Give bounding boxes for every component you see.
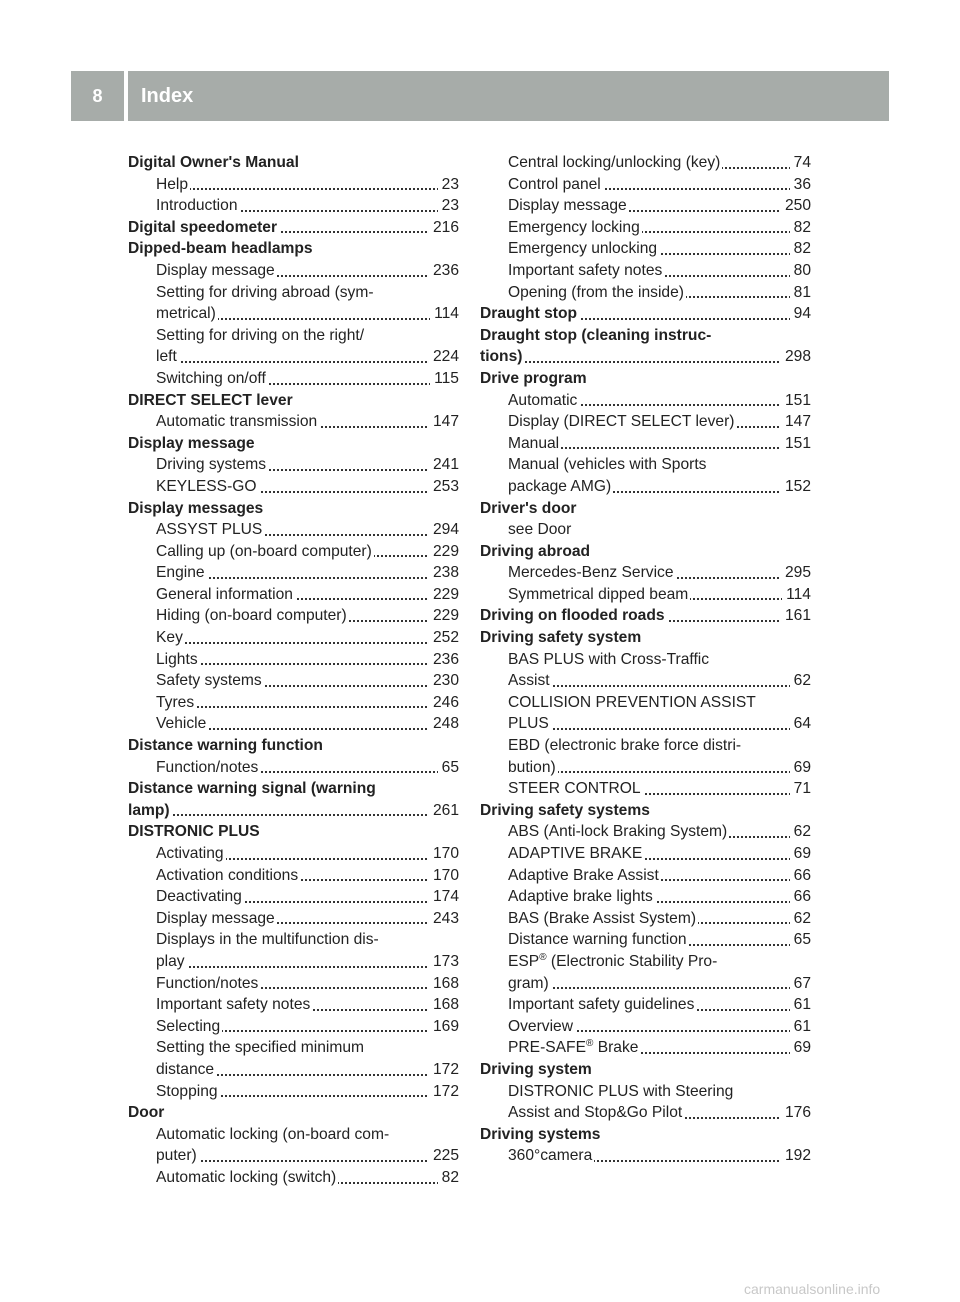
index-entry <box>480 368 811 390</box>
index-subentry <box>128 627 459 649</box>
index-subentry <box>128 411 459 433</box>
page-reference: 82 <box>438 1167 459 1189</box>
entry-text: Digital speedometer <box>128 218 278 236</box>
entry-text: Manual <box>508 434 560 452</box>
entry-text: Calling up (on-board computer) <box>156 542 372 560</box>
index-subentry <box>128 454 459 476</box>
entry-text: Central locking/unlocking (key) <box>508 154 721 171</box>
watermark: carmanualsonline.info <box>744 1281 881 1297</box>
index-subentry <box>480 886 811 908</box>
entry-text: Automatic <box>508 391 578 409</box>
entry-text: Assist <box>508 672 550 690</box>
entry-text: Control panel <box>508 175 601 193</box>
index-subentry <box>480 843 811 865</box>
index-subentry <box>480 238 811 260</box>
index-subentry <box>480 670 811 692</box>
section-title <box>128 71 889 121</box>
entry-text: BAS (Brake Assist System) <box>508 909 697 927</box>
entry-text: Engine <box>156 564 205 582</box>
section-title-text: Index <box>141 84 194 107</box>
entry-text: Help <box>156 175 189 193</box>
index-subentry <box>480 174 811 196</box>
index-subentry <box>480 692 811 714</box>
page-reference: 230 <box>429 670 459 692</box>
index-subentry <box>128 282 459 304</box>
page-reference: 36 <box>790 174 811 196</box>
entry-text: see Door <box>508 521 572 539</box>
index-subentry <box>128 325 459 347</box>
page-reference: 294 <box>429 519 459 541</box>
page-reference: 229 <box>429 584 459 606</box>
index-subentry <box>480 1102 811 1124</box>
entry-text: DISTRONIC PLUS <box>128 823 260 841</box>
entry-text: Adaptive Brake Assist <box>508 866 659 884</box>
page-reference: 229 <box>429 605 459 627</box>
index-subentry <box>128 195 459 217</box>
index-entry <box>480 627 811 649</box>
index-subentry <box>128 584 459 606</box>
page-reference: 147 <box>429 411 459 433</box>
entry-text: STEER CONTROL <box>508 780 641 798</box>
entry-text: Driving systems <box>480 1125 601 1143</box>
index-subentry <box>128 929 459 951</box>
index-subentry <box>480 584 811 606</box>
index-entry <box>128 238 459 260</box>
page-reference: 147 <box>781 411 811 433</box>
page-reference: 253 <box>429 476 459 498</box>
entry-text: Driving abroad <box>480 542 591 560</box>
index-subentry <box>480 735 811 757</box>
index-subentry <box>480 649 811 671</box>
index-subentry <box>480 1081 811 1103</box>
index-subentry <box>128 1167 459 1189</box>
entry-text: Function/notes <box>156 758 259 776</box>
index-subentry <box>480 454 811 476</box>
index-subentry <box>128 260 459 282</box>
index-entry <box>128 152 459 174</box>
index-subentry <box>480 411 811 433</box>
index-entry <box>128 1102 459 1124</box>
page-reference: 172 <box>429 1059 459 1081</box>
entry-text: Automatic locking (switch) <box>156 1168 337 1186</box>
page-reference: 246 <box>429 692 459 714</box>
entry-text: Drive program <box>480 369 587 387</box>
index-subentry <box>480 994 811 1016</box>
page-reference: 169 <box>429 1016 459 1038</box>
page-reference: 62 <box>790 821 811 843</box>
entry-text: Function/notes <box>156 974 259 992</box>
index-subentry <box>128 843 459 865</box>
index-subentry <box>480 195 811 217</box>
index-subentry <box>480 908 811 930</box>
entry-text: Safety systems <box>156 672 262 690</box>
page-reference: 65 <box>790 929 811 951</box>
index-entry <box>128 217 459 239</box>
entry-text: Driving on flooded roads <box>480 607 665 625</box>
page-reference: 114 <box>782 584 811 606</box>
index-subentry <box>128 757 459 779</box>
index-entry <box>128 735 459 757</box>
index-subentry <box>480 260 811 282</box>
index-entry <box>128 778 459 800</box>
entry-text: bution) <box>508 758 556 776</box>
entry-text: 360°camera <box>508 1147 593 1165</box>
entry-text: tions) <box>480 348 523 366</box>
entry-text: DISTRONIC PLUS with Steering <box>508 1082 734 1100</box>
page-reference: 94 <box>790 303 811 325</box>
entry-text: Adaptive brake lights <box>508 888 653 906</box>
entry-text: Overview <box>508 1017 573 1035</box>
index-subentry <box>128 1081 459 1103</box>
entry-text: Emergency unlocking <box>508 240 658 258</box>
page-reference: 168 <box>429 994 459 1016</box>
entry-text: distance <box>156 1060 215 1078</box>
index-subentry <box>480 476 811 498</box>
page-reference: 151 <box>781 390 811 412</box>
entry-text: Emergency locking <box>508 218 640 236</box>
index-subentry <box>480 1016 811 1038</box>
page-reference: 23 <box>438 195 459 217</box>
index-subentry <box>128 1059 459 1081</box>
entry-text: Important safety guidelines <box>508 996 695 1014</box>
index-subentry <box>128 670 459 692</box>
page-reference: 243 <box>429 908 459 930</box>
index-subentry <box>128 174 459 196</box>
index-entry <box>480 541 811 563</box>
entry-text: Selecting <box>156 1017 221 1035</box>
entry-text: Important safety notes <box>508 261 663 279</box>
page-reference: 62 <box>790 670 811 692</box>
index-subentry <box>128 649 459 671</box>
index-subentry <box>128 886 459 908</box>
page-reference: 216 <box>429 217 459 239</box>
entry-text: Stopping <box>156 1082 218 1100</box>
entry-text: Display (DIRECT SELECT lever) <box>508 413 735 431</box>
entry-text: Setting for driving abroad (sym- <box>156 283 374 301</box>
index-subentry <box>128 865 459 887</box>
page-reference: 64 <box>790 713 811 735</box>
index-subentry <box>128 476 459 498</box>
page-reference: 236 <box>429 649 459 671</box>
page-reference: 82 <box>790 217 811 239</box>
entry-text: Setting the specified minimum <box>156 1039 365 1057</box>
entry-text: gram) <box>508 974 549 992</box>
page-reference: 241 <box>429 454 459 476</box>
page-reference: 81 <box>790 282 811 304</box>
page-reference: 170 <box>429 865 459 887</box>
page-reference: 295 <box>781 562 811 584</box>
entry-text: Display message <box>128 434 255 452</box>
entry-text: ESP® (Electronic Stability Pro- <box>508 951 718 970</box>
index-subentry <box>480 1037 811 1059</box>
index-subentry <box>128 519 459 541</box>
page-reference: 174 <box>429 886 459 908</box>
index-entry <box>480 346 811 368</box>
page-reference: 176 <box>781 1102 811 1124</box>
entry-text: Symmetrical dipped beam <box>508 585 689 603</box>
entry-text: Driving systems <box>156 456 267 474</box>
entry-text: Important safety notes <box>156 996 311 1014</box>
page-reference: 170 <box>429 843 459 865</box>
index-entry <box>480 1059 811 1081</box>
page-reference: 152 <box>781 476 811 498</box>
entry-text: Activation conditions <box>156 866 299 884</box>
entry-text: left <box>156 348 177 366</box>
index-entry <box>480 303 811 325</box>
index-subentry <box>128 951 459 973</box>
index-subentry <box>480 713 811 735</box>
entry-text: ASSYST PLUS <box>156 521 263 539</box>
index-subentry <box>480 433 811 455</box>
entry-text: PLUS <box>508 715 549 733</box>
index-subentry <box>128 994 459 1016</box>
page-reference: 65 <box>438 757 459 779</box>
page-reference: 71 <box>790 778 811 800</box>
index-subentry <box>480 821 811 843</box>
page-reference: 161 <box>781 605 811 627</box>
index-subentry <box>128 713 459 735</box>
entry-text: Mercedes-Benz Service <box>508 564 674 582</box>
entry-text: BAS PLUS with Cross-Traffic <box>508 650 710 668</box>
entry-text: ADAPTIVE BRAKE <box>508 845 643 862</box>
entry-text: Tyres <box>156 693 195 711</box>
entry-text: Display message <box>508 197 627 215</box>
entry-text: Introduction <box>156 197 238 215</box>
index-subentry <box>128 692 459 714</box>
index-subentry <box>128 1016 459 1038</box>
entry-text: Activating <box>156 845 224 862</box>
entry-text: Deactivating <box>156 888 242 906</box>
page-reference: 66 <box>790 886 811 908</box>
page-reference: 62 <box>790 908 811 930</box>
index-entry <box>480 1124 811 1146</box>
page-reference: 114 <box>430 303 459 325</box>
entry-text: Setting for driving on the right/ <box>156 326 365 344</box>
page-reference: 298 <box>781 346 811 368</box>
index-subentry <box>480 973 811 995</box>
index-subentry <box>128 562 459 584</box>
index-subentry <box>128 908 459 930</box>
entry-text: Display message <box>156 909 275 927</box>
entry-text: Opening (from the inside) <box>508 283 684 301</box>
page-reference: 192 <box>781 1145 811 1167</box>
entry-text: Driving safety systems <box>480 801 650 819</box>
page-reference: 115 <box>430 368 459 390</box>
page-reference: 224 <box>429 346 459 368</box>
entry-text: Door <box>128 1104 165 1122</box>
entry-text: Dipped-beam headlamps <box>128 240 313 258</box>
index-entry <box>480 325 811 347</box>
index-subentry <box>128 1124 459 1146</box>
entry-text: Switching on/off <box>156 369 266 387</box>
index-subentry <box>480 778 811 800</box>
entry-text: Vehicle <box>156 715 207 733</box>
index-entry <box>480 498 811 520</box>
page-reference: 173 <box>429 951 459 973</box>
page-reference: 236 <box>429 260 459 282</box>
index-subentry <box>128 346 459 368</box>
entry-text: Digital Owner's Manual <box>128 154 299 171</box>
entry-text: Key <box>156 629 183 647</box>
entry-text: Draught stop (cleaning instruc- <box>480 326 712 344</box>
index-entry <box>128 390 459 412</box>
entry-text: Manual (vehicles with Sports <box>508 456 707 474</box>
entry-text: puter) <box>156 1147 197 1165</box>
page-reference: 61 <box>790 1016 811 1038</box>
index-subentry <box>128 368 459 390</box>
page-reference: 250 <box>781 195 811 217</box>
page-reference: 261 <box>429 800 459 822</box>
entry-text: Lights <box>156 650 198 668</box>
page-reference: 168 <box>429 973 459 995</box>
entry-text: Display messages <box>128 499 264 517</box>
index-subentry <box>480 390 811 412</box>
page-reference: 172 <box>429 1081 459 1103</box>
index-entry <box>480 800 811 822</box>
index-subentry <box>128 605 459 627</box>
entry-text: Distance warning signal (warning <box>128 780 376 798</box>
index-subentry <box>128 1145 459 1167</box>
entry-text: Distance warning function <box>128 737 323 755</box>
index-subentry <box>480 152 811 174</box>
page-reference: 82 <box>790 238 811 260</box>
index-column-left <box>128 152 459 1189</box>
page-reference: 61 <box>790 994 811 1016</box>
index-subentry <box>480 217 811 239</box>
page-reference: 23 <box>438 174 459 196</box>
index-entry <box>128 433 459 455</box>
entry-text: Driving safety system <box>480 629 642 647</box>
entry-text: General information <box>156 585 293 603</box>
index-subentry <box>128 541 459 563</box>
page-reference: 252 <box>429 627 459 649</box>
index-entry <box>128 821 459 843</box>
entry-text: lamp) <box>128 801 170 819</box>
entry-text: Automatic transmission <box>156 413 318 431</box>
entry-text: Displays in the multifunction dis- <box>156 931 379 949</box>
page-reference: 248 <box>429 713 459 735</box>
index-entry <box>480 605 811 627</box>
page-reference: 69 <box>790 1037 811 1059</box>
page-reference: 151 <box>781 433 811 455</box>
index-subentry <box>128 1037 459 1059</box>
entry-text: Assist and Stop&Go Pilot <box>508 1104 683 1122</box>
entry-text: Automatic locking (on-board com- <box>156 1125 390 1143</box>
entry-text: ABS (Anti-lock Braking System) <box>508 823 728 841</box>
page-reference: 66 <box>790 865 811 887</box>
index-entry <box>128 800 459 822</box>
index-subentry <box>480 1145 811 1167</box>
page-reference: 238 <box>429 562 459 584</box>
page-reference: 74 <box>790 152 811 174</box>
entry-text: Distance warning function <box>508 931 687 949</box>
index-subentry <box>480 519 811 541</box>
entry-text: package AMG) <box>508 477 612 495</box>
page-reference: 67 <box>790 973 811 995</box>
index-subentry <box>480 562 811 584</box>
page-reference: 80 <box>790 260 811 282</box>
entry-text: COLLISION PREVENTION ASSIST <box>508 693 756 711</box>
index-subentry <box>480 282 811 304</box>
entry-text: Driving system <box>480 1060 592 1078</box>
entry-text: metrical) <box>156 305 216 323</box>
entry-text: PRE-SAFE® Brake <box>508 1038 639 1057</box>
entry-text: EBD (electronic brake force distri- <box>508 737 742 755</box>
index-subentry <box>480 757 811 779</box>
entry-text: play <box>156 952 185 970</box>
entry-text: Draught stop <box>480 305 578 323</box>
page-number: 8 <box>71 71 124 121</box>
index-subentry <box>480 951 811 973</box>
entry-text: Display message <box>156 261 275 279</box>
page-reference: 69 <box>790 757 811 779</box>
entry-text: DIRECT SELECT lever <box>128 391 293 409</box>
index-subentry <box>128 303 459 325</box>
index-entry <box>128 498 459 520</box>
page-reference: 225 <box>429 1145 459 1167</box>
page-reference: 69 <box>790 843 811 865</box>
index-column-right <box>480 152 811 1167</box>
entry-text: KEYLESS-GO <box>156 477 257 495</box>
index-subentry <box>480 929 811 951</box>
entry-text: Driver's door <box>480 499 577 517</box>
index-subentry <box>128 973 459 995</box>
index-subentry <box>480 865 811 887</box>
page-reference: 229 <box>429 541 459 563</box>
entry-text: Hiding (on-board computer) <box>156 607 347 625</box>
